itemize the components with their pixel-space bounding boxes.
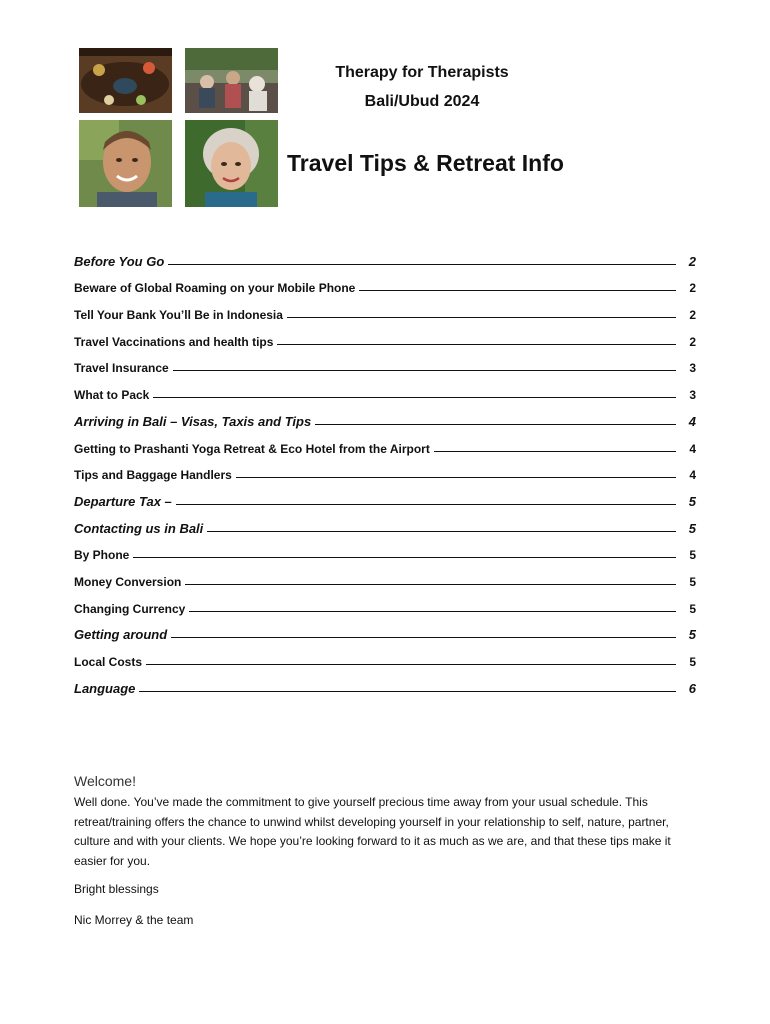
toc-leader-line (185, 583, 676, 585)
toc-entry[interactable] (74, 456, 696, 483)
toc-leader-line (277, 343, 676, 345)
toc-leader-line (207, 530, 676, 532)
toc-page-number: 5 (688, 627, 696, 643)
toc-entry[interactable] (74, 402, 696, 429)
toc-leader-line (236, 476, 676, 478)
toc-entry[interactable] (74, 589, 696, 616)
toc-page-number: 4 (688, 413, 696, 429)
document-title: Travel Tips & Retreat Info (287, 150, 564, 176)
header-program-name: Therapy for Therapists (335, 64, 509, 81)
toc-page-number: 4 (689, 441, 696, 456)
toc-page-number: 5 (688, 520, 696, 536)
toc-entry-title: Beware of Global Roaming on your Mobile Phone (74, 281, 356, 296)
toc-leader-line (173, 369, 676, 371)
toc-entry[interactable] (74, 616, 696, 643)
toc-page-number: 2 (689, 308, 696, 323)
toc-entry-title: Getting to Prashanti Yoga Retreat & Eco Hotel from the Airport (74, 441, 430, 456)
header-location-year: Bali/Ubud 2024 (364, 93, 480, 110)
toc-leader-line (133, 556, 676, 558)
retreat-group-photo (185, 48, 278, 113)
toc-entry-title: Departure Tax – (74, 493, 172, 509)
toc-entry-title: Arriving in Bali – Visas, Taxis and Tips (74, 413, 312, 429)
toc-page-number: 2 (689, 281, 696, 296)
table-of-contents (74, 242, 696, 696)
toc-leader-line (176, 503, 676, 505)
toc-entry[interactable] (74, 349, 696, 376)
toc-entry[interactable] (74, 482, 696, 509)
toc-leader-line (287, 316, 676, 318)
toc-entry-title: Contacting us in Bali (74, 520, 204, 536)
closing-line: Bright blessings (74, 882, 159, 896)
welcome-heading: Welcome! (74, 773, 136, 789)
toc-entry-title: Getting around (74, 627, 168, 643)
toc-entry-title: What to Pack (74, 388, 150, 403)
toc-entry-title: Local Costs (74, 655, 143, 669)
toc-leader-line (146, 663, 676, 665)
toc-entry-title: Travel Vaccinations and health tips (74, 334, 274, 349)
toc-leader-line (434, 450, 676, 452)
toc-page-number: 5 (688, 493, 696, 509)
toc-entry-title: Changing Currency (74, 601, 186, 616)
toc-leader-line (168, 263, 676, 265)
toc-entry[interactable] (74, 375, 696, 402)
toc-page-number: 5 (689, 548, 696, 563)
toc-entry[interactable] (74, 642, 696, 669)
toc-leader-line (171, 636, 676, 638)
toc-entry[interactable] (74, 295, 696, 322)
toc-leader-line (139, 690, 676, 692)
welcome-body: Well done. You’ve made the commitment to give yourself precious time away from your usual schedule. This retreat/training offers the chance to unwind whilst developing yourself in your relationship to self, nature, partner, culture and with your clients. We hope you’re looking forward to it as much as we are, and that these tips make it easier for you. (74, 795, 671, 868)
toc-entry-title: Tips and Baggage Handlers (74, 468, 232, 483)
toc-page-number: 3 (689, 361, 696, 376)
toc-page-number: 5 (689, 601, 696, 616)
toc-leader-line (315, 423, 676, 425)
toc-entry-title: Before You Go (74, 253, 165, 269)
toc-leader-line (189, 610, 676, 612)
toc-entry-title: Travel Insurance (74, 361, 169, 376)
ceremony-offering-photo (79, 48, 172, 113)
toc-page-number: 2 (688, 253, 696, 269)
toc-entry-title: Tell Your Bank You’ll Be in Indonesia (74, 308, 283, 323)
toc-entry[interactable] (74, 562, 696, 589)
female-facilitator-portrait (185, 120, 278, 207)
toc-entry[interactable] (74, 269, 696, 296)
toc-page-number: 4 (689, 468, 696, 483)
toc-page-number: 5 (689, 574, 696, 589)
toc-entry-title: Language (74, 680, 136, 696)
toc-entry[interactable] (74, 322, 696, 349)
toc-entry[interactable] (74, 536, 696, 563)
toc-page-number: 6 (688, 680, 696, 696)
toc-page-number: 5 (689, 655, 696, 669)
signature: Nic Morrey & the team (74, 913, 194, 927)
toc-entry[interactable] (74, 429, 696, 456)
toc-entry[interactable] (74, 242, 696, 269)
toc-page-number: 3 (689, 388, 696, 403)
toc-leader-line (153, 396, 676, 398)
toc-entry-title: Money Conversion (74, 574, 182, 589)
male-facilitator-portrait (79, 120, 172, 207)
welcome-section (74, 773, 704, 871)
toc-page-number: 2 (689, 334, 696, 349)
toc-leader-line (359, 289, 676, 291)
toc-entry[interactable] (74, 669, 696, 696)
toc-entry-title: By Phone (74, 548, 130, 563)
toc-entry[interactable] (74, 509, 696, 536)
